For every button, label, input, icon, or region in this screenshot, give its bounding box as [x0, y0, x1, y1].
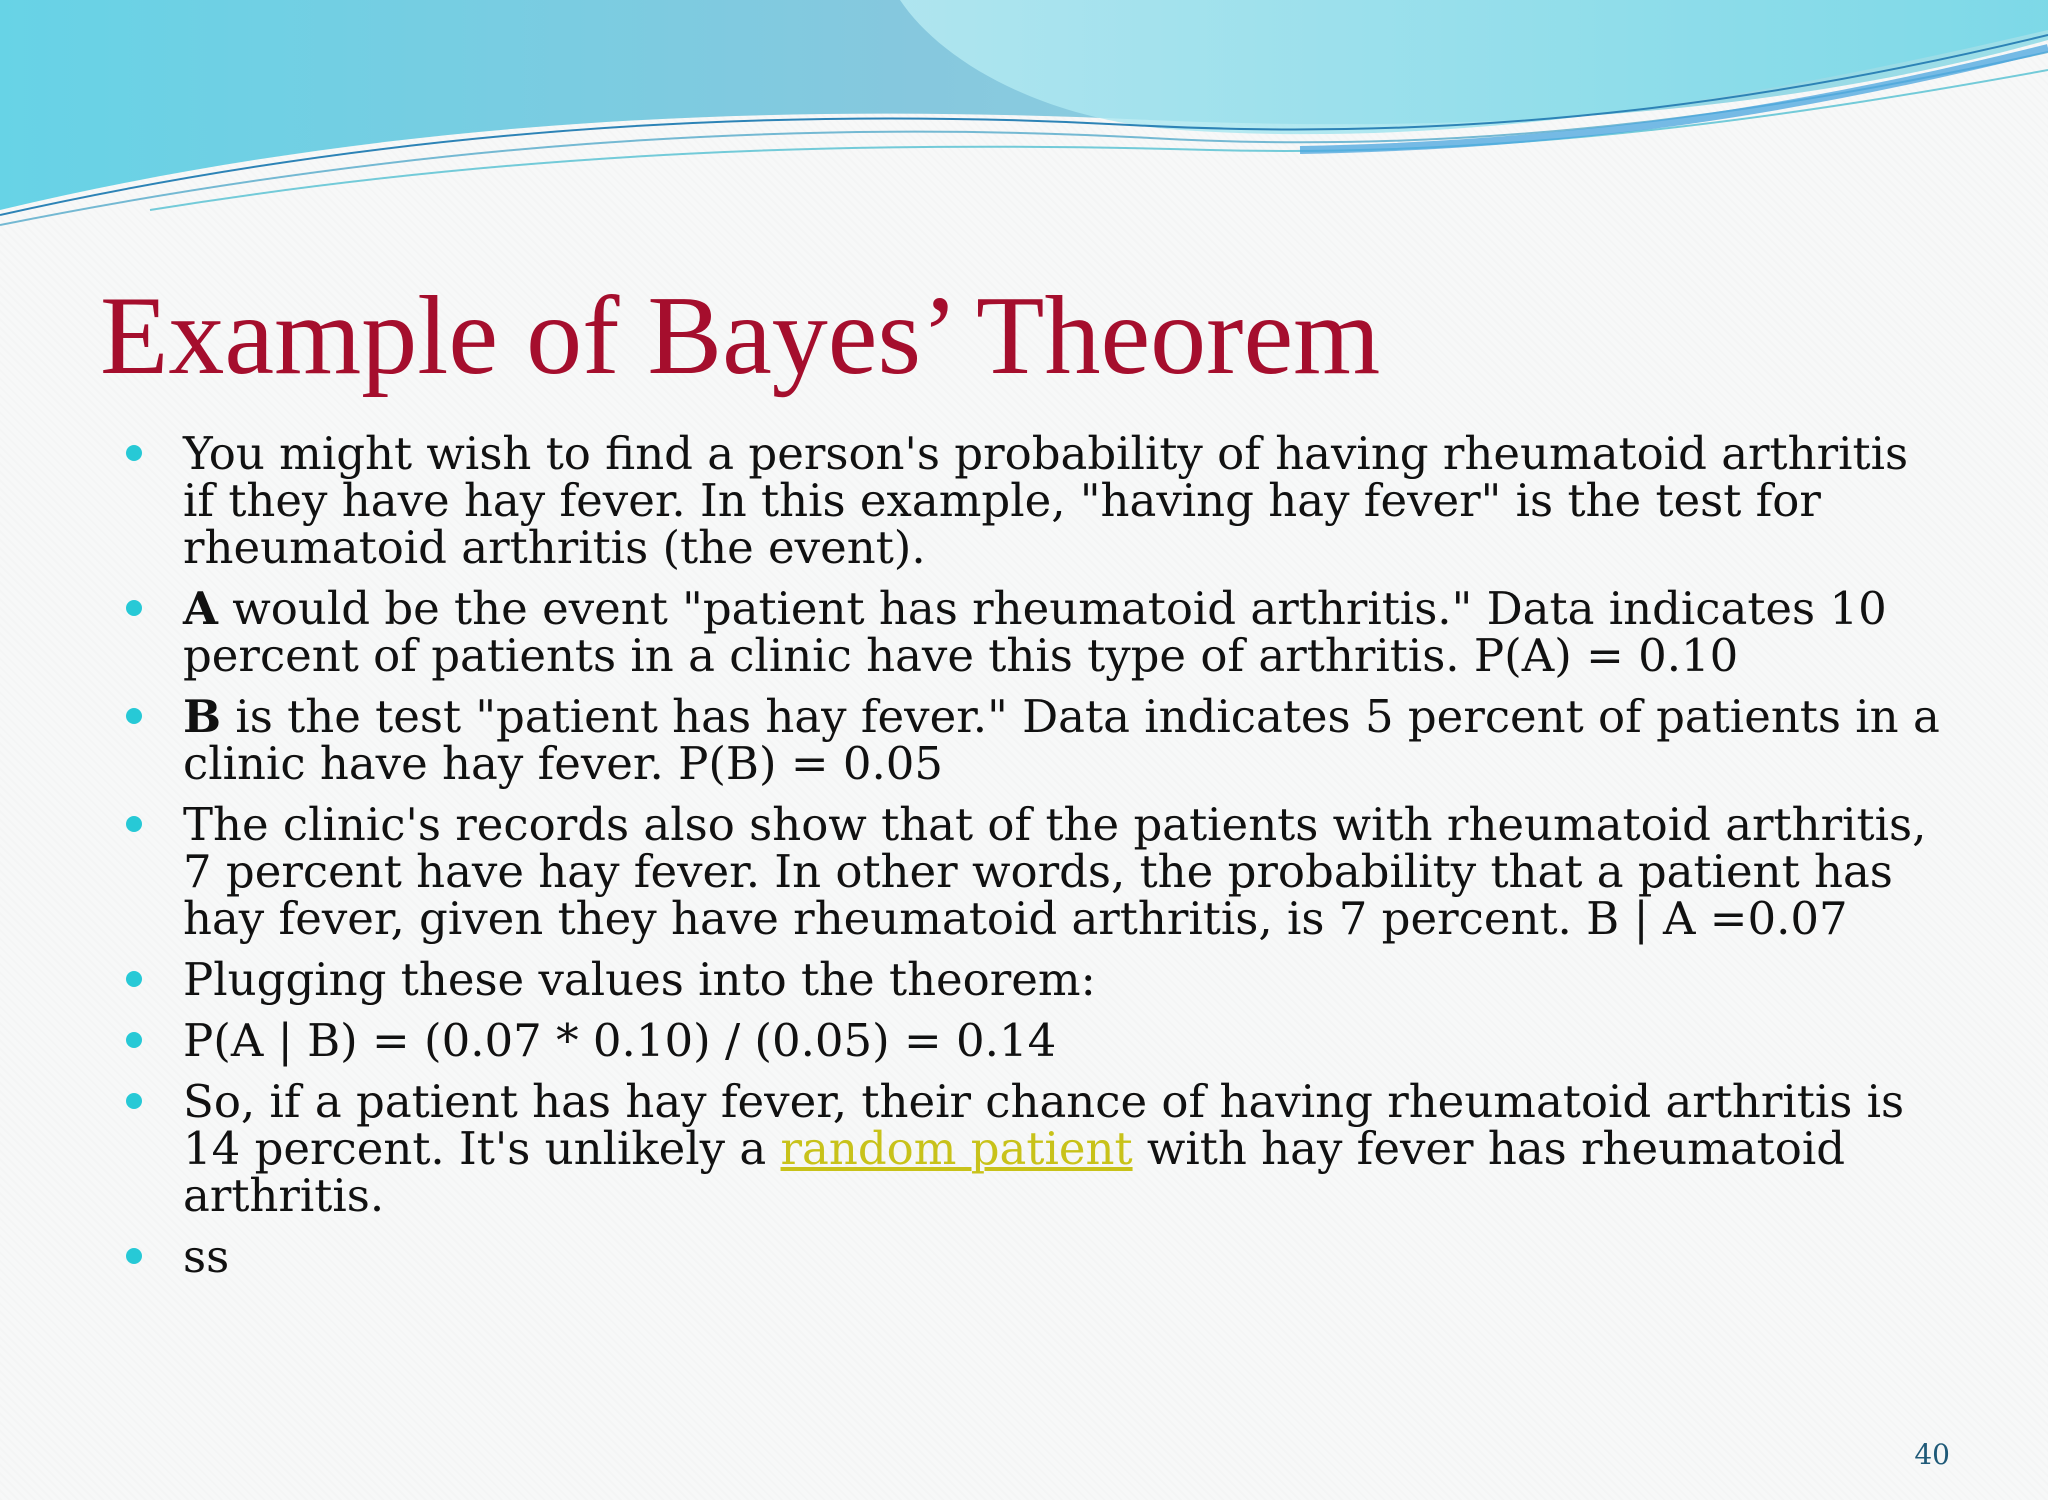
bullet-dot-icon	[126, 971, 142, 987]
bullet-text: ss	[183, 1230, 230, 1283]
header-wave-decoration	[0, 0, 2048, 240]
bullet-text-after-link: with hay fever has rheumatoid arthritis.	[183, 1122, 1846, 1222]
bullet-text: would be the event "patient has rheumatoid arthritis." Data indicates 10 percent of patients in a clinic have this type of arthritis. P(A) = 0.10	[183, 582, 1887, 682]
bullet-lead-a: A	[183, 582, 218, 635]
bullet-text: P(A | B) = (0.07 * 0.10) / (0.05) = 0.14	[183, 1014, 1057, 1067]
bullet-item	[120, 1075, 1940, 1222]
bullet-text: Plugging these values into the theorem:	[183, 953, 1096, 1006]
slide-title: Example of Bayes’ Theorem	[100, 274, 1381, 398]
bullet-dot-icon	[126, 816, 142, 832]
bullet-dot-icon	[126, 1093, 142, 1109]
bullet-dot-icon	[126, 708, 142, 724]
bullet-lead-b: B	[183, 690, 222, 743]
bullet-item	[120, 690, 1940, 790]
random-patient-link[interactable]: random patient	[780, 1122, 1133, 1175]
page-number: 40	[1914, 1438, 1950, 1471]
bullet-item	[120, 953, 1940, 1006]
bullet-list	[120, 427, 1940, 1294]
bullet-text: You might wish to find a person's probability of having rheumatoid arthritis if they have hay fever. In this example, "having hay fever" is the test for rheumatoid arthritis (the event).	[183, 427, 1909, 574]
bullet-dot-icon	[126, 445, 142, 461]
bullet-item	[120, 1014, 1940, 1067]
bullet-text-before-link: So, if a patient has hay fever, their chance of having rheumatoid arthritis is 14 percent. It's unlikely a	[183, 1075, 1905, 1175]
bullet-item	[120, 1230, 1940, 1283]
bullet-dot-icon	[126, 600, 142, 616]
bullet-item	[120, 582, 1940, 682]
bullet-text: The clinic's records also show that of the patients with rheumatoid arthritis, 7 percent have hay fever. In other words, the probability that a patient has hay fever, given they have rheumatoid arthritis, is 7 percent. B | A =0.07	[183, 798, 1927, 945]
bullet-item	[120, 798, 1940, 945]
bullet-item	[120, 427, 1940, 574]
bullet-dot-icon	[126, 1248, 142, 1264]
bullet-dot-icon	[126, 1032, 142, 1048]
bullet-text: is the test "patient has hay fever." Data indicates 5 percent of patients in a clinic have hay fever. P(B) = 0.05	[183, 690, 1940, 790]
